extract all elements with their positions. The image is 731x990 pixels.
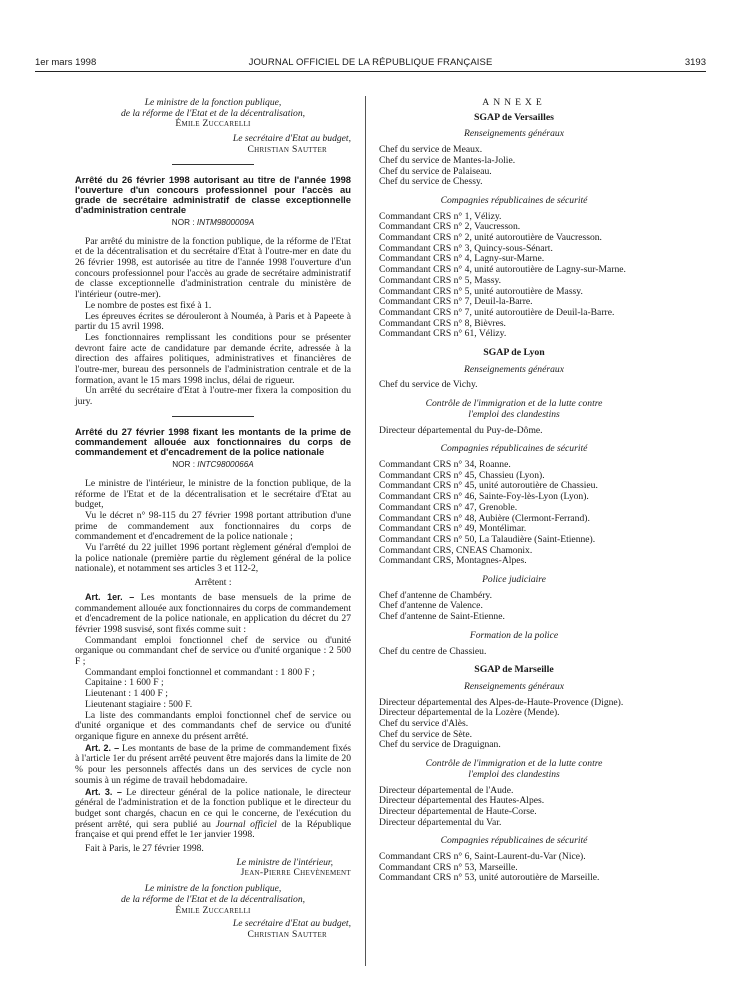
article-1	[75, 592, 351, 636]
section-heading: SGAP de Marseille	[474, 664, 554, 676]
list-item: Directeur départemental du Var.	[379, 816, 502, 828]
group-list	[379, 786, 649, 829]
list-item: Commandant CRS n° 48, Aubière (Clermont-Ferrand).	[379, 512, 590, 524]
article-label: Art. 2. –	[85, 742, 120, 753]
list-item: Commandant CRS n° 7, unité autoroutière de Deuil-la-Barre.	[379, 306, 615, 318]
signature-role: Le ministre de la fonction publique,	[144, 97, 282, 108]
list-item: Chef d'antenne de Valence.	[379, 600, 483, 612]
amount-line: Commandant emploi fonctionnel chef de service ou d'unité organique ou commandant chef de service ou d'unité organique : 2 500 F ;	[75, 634, 351, 668]
amount-line: Capitaine : 1 600 F ;	[85, 677, 164, 689]
group-title: Contrôle de l'immigration et de la lutte contre l'emploi des clandestins	[425, 398, 603, 420]
article-text: Le directeur général de la police nationale, le directeur général de l'administration et de la fonction publique et le directeur du budget sont chargés, chacun en ce qui le concerne, de l'exécution du présent arrêté, qui sera publié au	[75, 786, 351, 830]
article-text: de la République française et qui prend effet le 1er janvier 1998.	[75, 818, 352, 841]
nor-reference	[75, 460, 351, 471]
signature-name: Christian Sautter	[247, 928, 327, 940]
list-item: Commandant CRS n° 46, Sainte-Foy-lès-Lyon (Lyon).	[379, 491, 589, 503]
paragraph: Le nombre de postes est fixé à 1.	[85, 299, 212, 311]
group-list	[379, 591, 649, 623]
nor-label: NOR :	[172, 460, 198, 470]
list-item: Chef du service de Palaiseau.	[379, 165, 492, 177]
section-lyon	[379, 348, 649, 657]
list-item: Chef du service d'Alès.	[379, 718, 469, 730]
group-title: Formation de la police	[469, 629, 559, 641]
group-list	[379, 460, 649, 567]
section-heading: SGAP de Versailles	[473, 111, 554, 123]
group-title: Renseignements généraux	[464, 363, 564, 375]
header-rule	[35, 71, 706, 72]
group-list	[379, 380, 649, 391]
list-item: Directeur départemental des Hautes-Alpes.	[379, 795, 545, 807]
list-item: Commandant CRS, CNEAS Chamonix.	[379, 544, 533, 556]
nor-code: INTC9800066A	[197, 460, 254, 470]
article-3	[75, 787, 351, 842]
separator	[172, 164, 254, 165]
list-item: Commandant CRS n° 45, Chassieu (Lyon).	[379, 469, 545, 481]
list-item: Commandant CRS n° 61, Vélizy.	[379, 328, 507, 340]
group-title: Contrôle de l'immigration et de la lutte contre l'emploi des clandestins	[425, 758, 603, 780]
list-item: Commandant CRS n° 5, unité autoroutière de Massy.	[379, 285, 583, 297]
group-title: Compagnies républicaines de sécurité	[440, 194, 588, 206]
article-text: Les montants de base de la prime de commandement fixés à l'article 1er du présent arrêté peuvent être majorés dans la limite de 20 % pour les personnels affectés dans un des services de cycle non soumis à un régime de travail hebdomadaire.	[75, 742, 351, 786]
signature-name: Jean-Pierre Chevènement	[240, 867, 351, 879]
list-item: Commandant CRS n° 47, Grenoble.	[379, 501, 518, 513]
signature-role: de la réforme de l'Etat et de la décentralisation,	[120, 893, 306, 905]
list-item: Commandant CRS n° 5, Massy.	[379, 274, 502, 286]
section-marseille	[379, 665, 649, 884]
signature-name: Émile Zuccarelli	[175, 904, 251, 916]
list-item: Commandant CRS n° 50, La Talaudière (Saint-Etienne).	[379, 533, 596, 545]
paragraph: Vu l'arrêté du 22 juillet 1996 portant règlement général d'emploi de la police nationale (première partie du règlement général de la police nationale), et notamment ses articles 3 et 112-2,	[75, 542, 351, 575]
paragraph: Les fonctionnaires remplissant les conditions pour se présenter devront faire acte de candidature par demande écrite, adressée à la direction des affaires politiques, administratives et financières de l'outre-mer, bureau des personnels de l'administration centrale et de la formation, avant le 15 mars 1998 inclus, délai de rigueur.	[75, 331, 351, 386]
list-item: Chef du service de Chessy.	[379, 176, 483, 188]
list-item: Commandant CRS n° 1, Vélizy.	[379, 210, 502, 222]
issue-date: 1er mars 1998	[35, 57, 97, 68]
list-item: Commandant CRS n° 2, Vaucresson.	[379, 221, 521, 233]
list-item: Commandant CRS n° 53, Marseille.	[379, 861, 518, 873]
list-item: Commandant CRS n° 6, Saint-Laurent-du-Var (Nice).	[379, 851, 586, 863]
section-heading: SGAP de Lyon	[483, 347, 545, 359]
group-list	[379, 212, 649, 340]
list-item: Commandant CRS n° 3, Quincy-sous-Sénart.	[379, 242, 553, 254]
arrete-title: Arrêté du 27 février 1998 fixant les montants de la prime de commandement allouée aux fonctionnaires du corps de commandement et d'encadrement de la police nationale	[75, 425, 351, 458]
paragraph: Le ministre de l'intérieur, le ministre de la fonction publique, de la réforme de l'Etat et de la décentralisation et le secrétaire d'Etat au budget,	[75, 477, 351, 511]
list-item: Chef du service de Meaux.	[379, 144, 483, 156]
article-label: Art. 3. –	[85, 786, 122, 797]
list-item: Commandant CRS n° 53, unité autoroutière de Marseille.	[379, 872, 600, 884]
paragraph: Les épreuves écrites se dérouleront à Nouméa, à Paris et à Papeete à partir du 15 avril 1998.	[75, 310, 351, 333]
list-item: Commandant CRS n° 45, unité autoroutière de Chassieu.	[379, 480, 598, 492]
list-item: Directeur départemental du Puy-de-Dôme.	[379, 424, 543, 436]
journal-reference: Journal officiel	[215, 818, 277, 830]
list-item: Commandant CRS n° 49, Montélimar.	[379, 523, 527, 535]
article-2	[75, 743, 351, 787]
list-item: Commandant CRS, Montagnes-Alpes.	[379, 555, 527, 567]
column-divider	[365, 96, 366, 966]
list-item: Directeur départemental de l'Aude.	[379, 784, 514, 796]
list-item: Directeur départemental de la Lozère (Mende).	[379, 707, 560, 719]
group-title: Compagnies républicaines de sécurité	[440, 835, 588, 847]
list-item: Chef du service de Draguignan.	[379, 739, 501, 751]
amount-line: Lieutenant : 1 400 F ;	[85, 688, 168, 700]
signature-role: Le secrétaire d'Etat au budget,	[232, 918, 351, 930]
paragraph: Un arrêté du secrétaire d'Etat à l'outre-mer fixera la composition du jury.	[75, 385, 351, 408]
group-title: Renseignements généraux	[464, 128, 564, 140]
fait-line: Fait à Paris, le 27 février 1998.	[85, 843, 204, 855]
signature-role: Le secrétaire d'Etat au budget,	[232, 133, 351, 145]
arrete-1	[75, 175, 351, 408]
group-list	[379, 852, 649, 884]
group-list	[379, 647, 649, 658]
arrete-title: Arrêté du 26 février 1998 autorisant au titre de l'année 1998 l'ouverture d'un concours professionnel pour l'accès au grade de secrétaire administratif de classe exceptionnelle d'administration centrale	[75, 173, 351, 215]
group-title: Renseignements généraux	[464, 680, 564, 692]
list-item: Chef du service de Vichy.	[379, 379, 478, 391]
signature-role: Le ministre de la fonction publique,	[144, 883, 282, 895]
nor-label: NOR :	[171, 217, 197, 227]
list-item: Directeur départemental de Haute-Corse.	[379, 805, 537, 817]
arretent-label: Arrêtent :	[194, 577, 232, 589]
list-item: Chef du service de Sète.	[379, 728, 472, 740]
group-title: Compagnies républicaines de sécurité	[440, 443, 588, 455]
signature-block-1	[75, 98, 351, 156]
list-item: Commandant CRS n° 2, unité autoroutière de Vaucresson.	[379, 232, 602, 244]
article-text: Les montants de base mensuels de la prime de commandement allouée aux fonctionnaires du corps de commandement et d'encadrement de la police nationale, en application du décret du 27 février 1998 susvisé, sont fixés comme suit :	[75, 591, 351, 635]
list-item: Commandant CRS n° 7, Deuil-la-Barre.	[379, 296, 533, 308]
page-header	[35, 58, 706, 72]
group-list	[379, 145, 649, 188]
left-column	[75, 98, 351, 941]
nor-code: INTM9800009A	[196, 217, 255, 227]
article-label: Art. 1er. –	[85, 591, 135, 602]
list-item: Chef du service de Mantes-la-Jolie.	[379, 154, 516, 166]
list-item: Chef du centre de Chassieu.	[379, 645, 487, 657]
signature-name: Christian Sautter	[247, 143, 327, 155]
list-item: Commandant CRS n° 4, unité autoroutière de Lagny-sur-Marne.	[379, 264, 626, 276]
amount-line: Commandant emploi fonctionnel et commandant : 1 800 F ;	[85, 666, 315, 678]
page-number: 3193	[684, 57, 706, 68]
signature-role: Le ministre de l'intérieur,	[236, 856, 333, 868]
list-item: Commandant CRS n° 34, Roanne.	[379, 458, 511, 470]
group-title: Police judiciaire	[482, 574, 546, 586]
arrete-2	[75, 427, 351, 941]
paragraph: La liste des commandants emploi fonctionnel chef de service ou d'unité organique et des commandants chef de service ou d'unité organique figure en annexe du présent arrêté.	[75, 709, 351, 742]
separator	[172, 416, 254, 417]
paragraph: Par arrêté du ministre de la fonction publique, de la réforme de l'Etat et de la décentralisation et du secrétaire d'Etat à l'outre-mer en date du 26 février 1998, est autorisée au titre de l'année 1998 l'ouverture d'un concours professionnel pour l'accès au grade de secrétaire administratif de classe exceptionnelle d'administration centrale du ministère de l'intérieur (outre-mer).	[75, 235, 351, 301]
group-list	[379, 698, 649, 752]
group-list	[379, 426, 649, 437]
list-item: Chef d'antenne de Chambéry.	[379, 589, 492, 601]
right-column	[379, 98, 649, 892]
signature-role: de la réforme de l'Etat et de la décentralisation,	[120, 107, 306, 119]
list-item: Chef d'antenne de Saint-Etienne.	[379, 611, 505, 623]
list-item: Commandant CRS n° 4, Lagny-sur-Marne.	[379, 253, 545, 265]
annexe-title: ANNEXE	[482, 97, 546, 108]
section-versailles	[379, 113, 649, 340]
amount-line: Lieutenant stagiaire : 500 F.	[85, 698, 193, 710]
paragraph: Vu le décret n° 98-115 du 27 février 1998 portant attribution d'une prime de commandement aux fonctionnaires du corps de commandement et d'encadrement de la police nationale ;	[75, 509, 351, 543]
list-item: Directeur départemental des Alpes-de-Haute-Provence (Digne).	[379, 696, 624, 708]
journal-title: JOURNAL OFFICIEL DE LA RÉPUBLIQUE FRANÇAISE	[248, 57, 493, 68]
nor-reference	[75, 218, 351, 229]
list-item: Commandant CRS n° 8, Bièvres.	[379, 317, 506, 329]
signature-name: Émile Zuccarelli	[175, 118, 251, 130]
